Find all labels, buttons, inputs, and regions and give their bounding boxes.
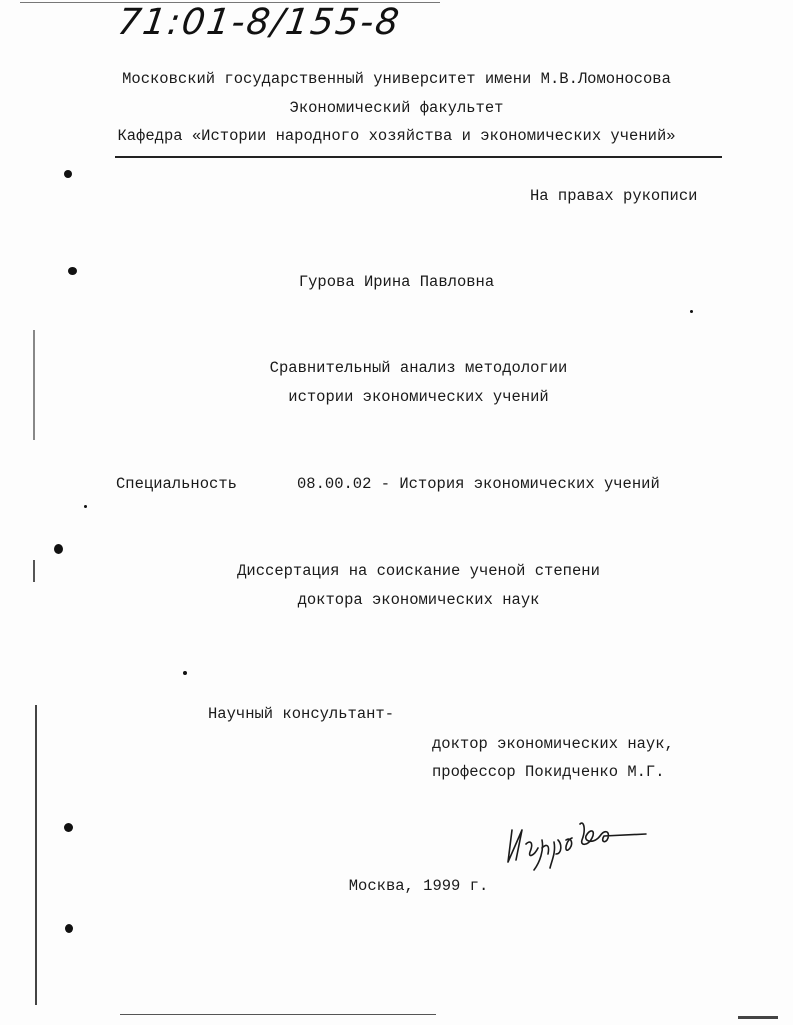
advisor-label: Научный консультант-: [208, 705, 395, 723]
specialty-value: 08.00.02 - История экономических учений: [297, 475, 660, 493]
margin-line: [33, 560, 35, 582]
scan-speck: [68, 267, 77, 275]
scan-speck: [64, 170, 72, 178]
scan-speck: [84, 505, 87, 508]
dissertation-line-2: доктора экономических наук: [297, 591, 540, 609]
margin-line: [33, 330, 35, 440]
advisor-name: профессор Покидченко М.Г.: [432, 763, 665, 781]
faculty-name: Экономический факультет: [289, 99, 504, 117]
title-line-2: истории экономических учений: [288, 388, 549, 406]
corner-mark: [738, 1016, 778, 1019]
manuscript-rights: На правах рукописи: [530, 187, 698, 205]
signature: [500, 800, 650, 880]
margin-line: [35, 705, 37, 1005]
scan-speck: [65, 924, 73, 933]
city-year: Москва, 1999 г.: [348, 877, 489, 895]
department-name: Кафедра «Истории народного хозяйства и экономических учений»: [117, 127, 676, 145]
bottom-rule: [120, 1014, 436, 1015]
scan-speck: [690, 310, 693, 313]
scan-speck: [183, 671, 187, 675]
header-separator: [115, 156, 722, 158]
archive-code: 71:01-8/155-8: [115, 2, 404, 43]
scan-speck: [64, 823, 73, 832]
scan-speck: [54, 544, 63, 554]
university-name: Московский государственный университет имени М.В.Ломоносова: [122, 70, 671, 88]
title-line-1: Сравнительный анализ методологии: [269, 359, 568, 377]
specialty-label: Специальность: [116, 475, 237, 493]
author-name: Гурова Ирина Павловна: [298, 273, 495, 291]
dissertation-line-1: Диссертация на соискание ученой степени: [237, 562, 600, 580]
advisor-degree: доктор экономических наук,: [432, 735, 674, 753]
